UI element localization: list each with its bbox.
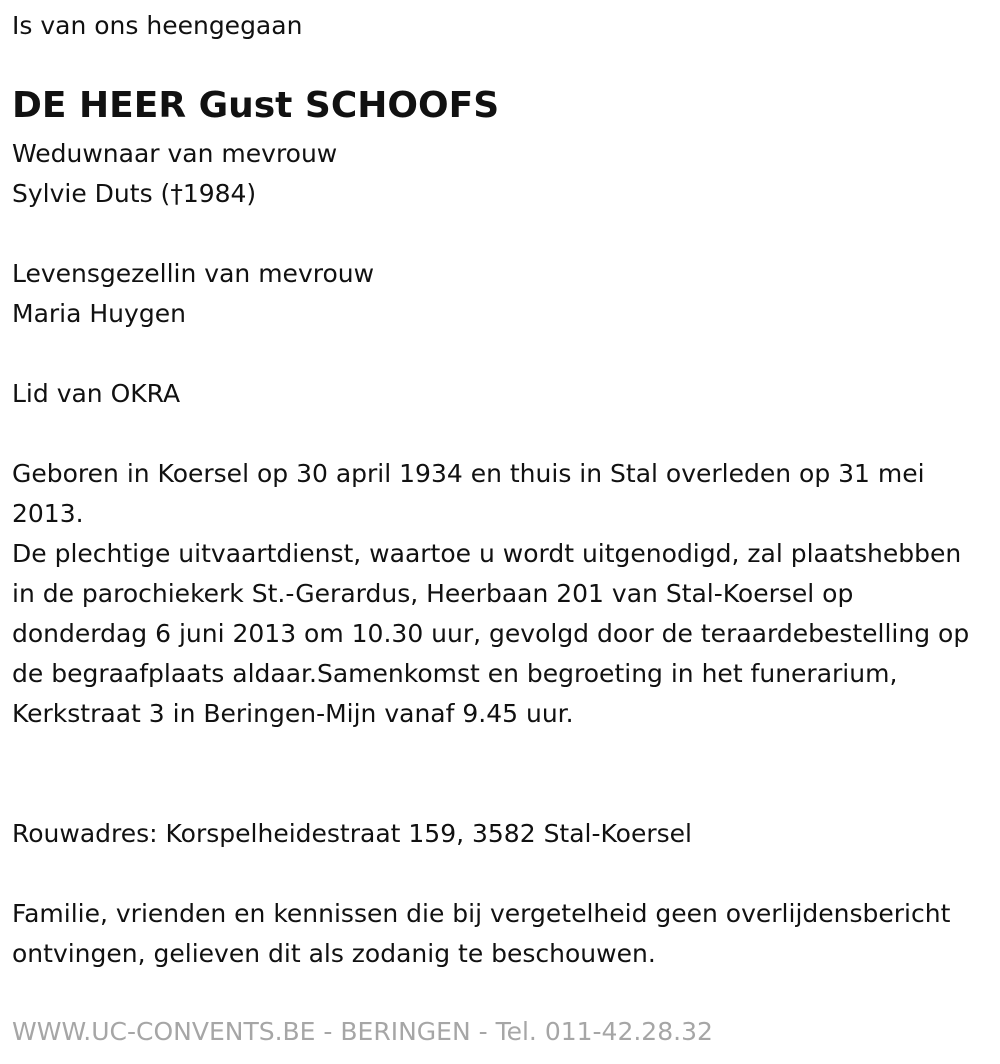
spouse-line-2 [12, 174, 978, 214]
partner-line-1: Levensgezellin van mevrouw [12, 259, 375, 288]
deceased-name: DE HEER Gust SCHOOFS [12, 85, 500, 126]
intro-text: Is van ons heengegaan [12, 11, 303, 40]
notice-block [12, 894, 978, 974]
membership-text: Lid van OKRA [12, 379, 181, 408]
partner-line-2: Maria Huygen [12, 299, 186, 328]
cross-icon: † [170, 179, 183, 208]
address-block [12, 814, 978, 854]
footer-contact: WWW.UC-CONVENTS.BE - BERINGEN - Tel. 011-42.28.32 [12, 1017, 713, 1046]
spouse-line-1: Weduwnaar van mevrouw [12, 139, 338, 168]
spouse-name: Sylvie Duts ( [12, 179, 171, 208]
notice-text: Familie, vrienden en kennissen die bij vergetelheid geen overlijdensbericht ontvingen, gelieven dit als zodanig te beschouwen. [12, 899, 951, 968]
spouse-death-year: 1984) [182, 179, 257, 208]
birth-death-details: Geboren in Koersel op 30 april 1934 en thuis in Stal overleden op 31 mei 2013. [12, 459, 925, 528]
details-block [12, 454, 978, 734]
partner-block [12, 254, 978, 334]
membership-block [12, 374, 978, 414]
funeral-service-details: De plechtige uitvaartdienst, waartoe u wordt uitgenodigd, zal plaatshebben in de parochiekerk St.-Gerardus, Heerbaan 201 van Stal-Koersel op donderdag 6 juni 2013 om 10.30 uur, gevolgd door de teraardebestelling op de begraafplaats aldaar.Samenkomst en begroeting in het funerarium, Kerkstraat 3 in Beringen-Mijn vanaf 9.45 uur. [12, 539, 970, 728]
mourning-address: Rouwadres: Korspelheidestraat 159, 3582 Stal-Koersel [12, 819, 692, 848]
spouse-block [12, 134, 978, 214]
